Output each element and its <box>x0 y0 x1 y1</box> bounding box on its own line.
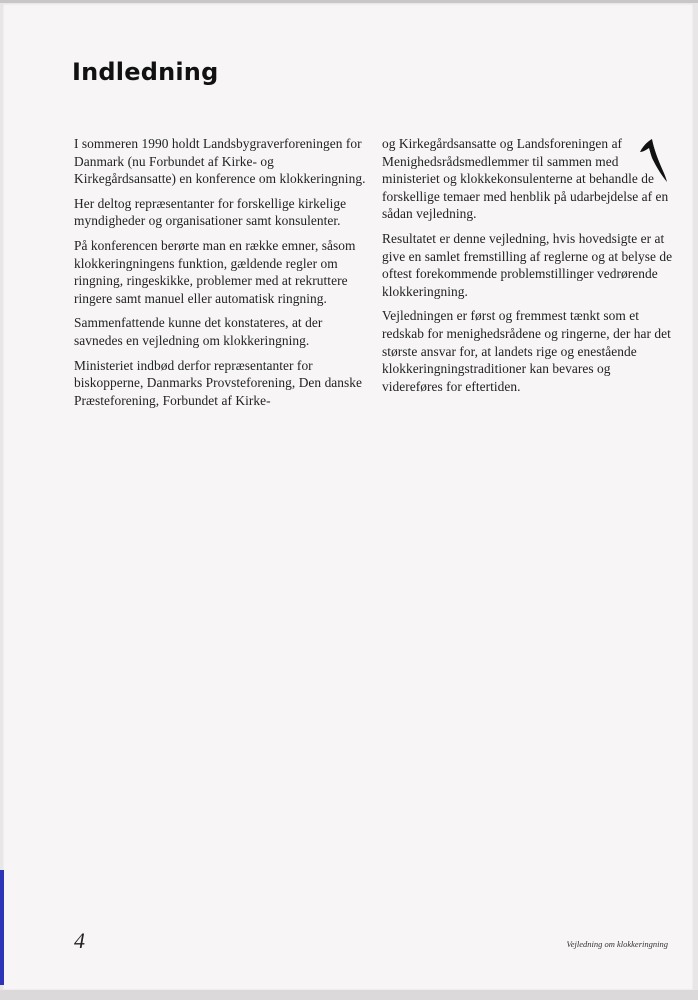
paragraph: Vejledningen er først og fremmest tænkt som et redskab for menighedsrådene og ringerne, der har det største ansvar for, at landets rige og enestående klokkeringningstraditioner kan bevares og videreføres for eftertiden. <box>382 308 671 394</box>
page-title: Indledning <box>72 58 219 86</box>
paragraph: Her deltog repræsentanter for forskellige kirkelige myndigheder og organisationer samt konsulenter. <box>74 195 347 229</box>
right-column <box>382 135 674 402</box>
paragraph: Sammenfattende kunne det konstateres, at der savnedes en vejledning om klokkeringning. <box>74 315 323 348</box>
decorative-brush-stroke-icon <box>636 138 670 184</box>
paragraph: På konferencen berørte man en række emner, såsom klokkeringningens funktion, gældende regler om ringning, ringeskikke, problemer med at rekruttere ringere samt manuel eller automatisk ringning. <box>74 237 356 306</box>
paragraph: og Kirkegårdsansatte og Landsforeningen af Menighedsrådsmedlemmer til sammen med ministeriet og klokkekonsulenterne at behandle de forskellige temaer med henblik på udarbejdelse af en sådan vejledning. <box>382 136 669 222</box>
scan-top-edge <box>0 0 698 3</box>
paragraph: Resultatet er denne vejledning, hvis hovedsigte er at give en samlet fremstilling af reglerne og at belyse de oftest forekommende problemstillinger vedrørende klokkeringning. <box>382 230 673 299</box>
left-column <box>74 135 366 416</box>
paragraph: I sommeren 1990 holdt Landsbygraverforeningen for Danmark (nu Forbundet af Kirke- og Kirkegårdsansatte) en konference om klokkeringning. <box>74 136 366 187</box>
blue-cover-edge <box>0 870 4 985</box>
scan-bottom-edge <box>0 990 698 1000</box>
running-footer: Vejledning om klokkeringning <box>566 939 668 949</box>
paragraph: Ministeriet indbød derfor repræsentanter for biskopperne, Danmarks Provsteforening, Den danske Præsteforening, Forbundet af Kirke- <box>74 357 363 408</box>
page-number: 4 <box>74 928 85 953</box>
